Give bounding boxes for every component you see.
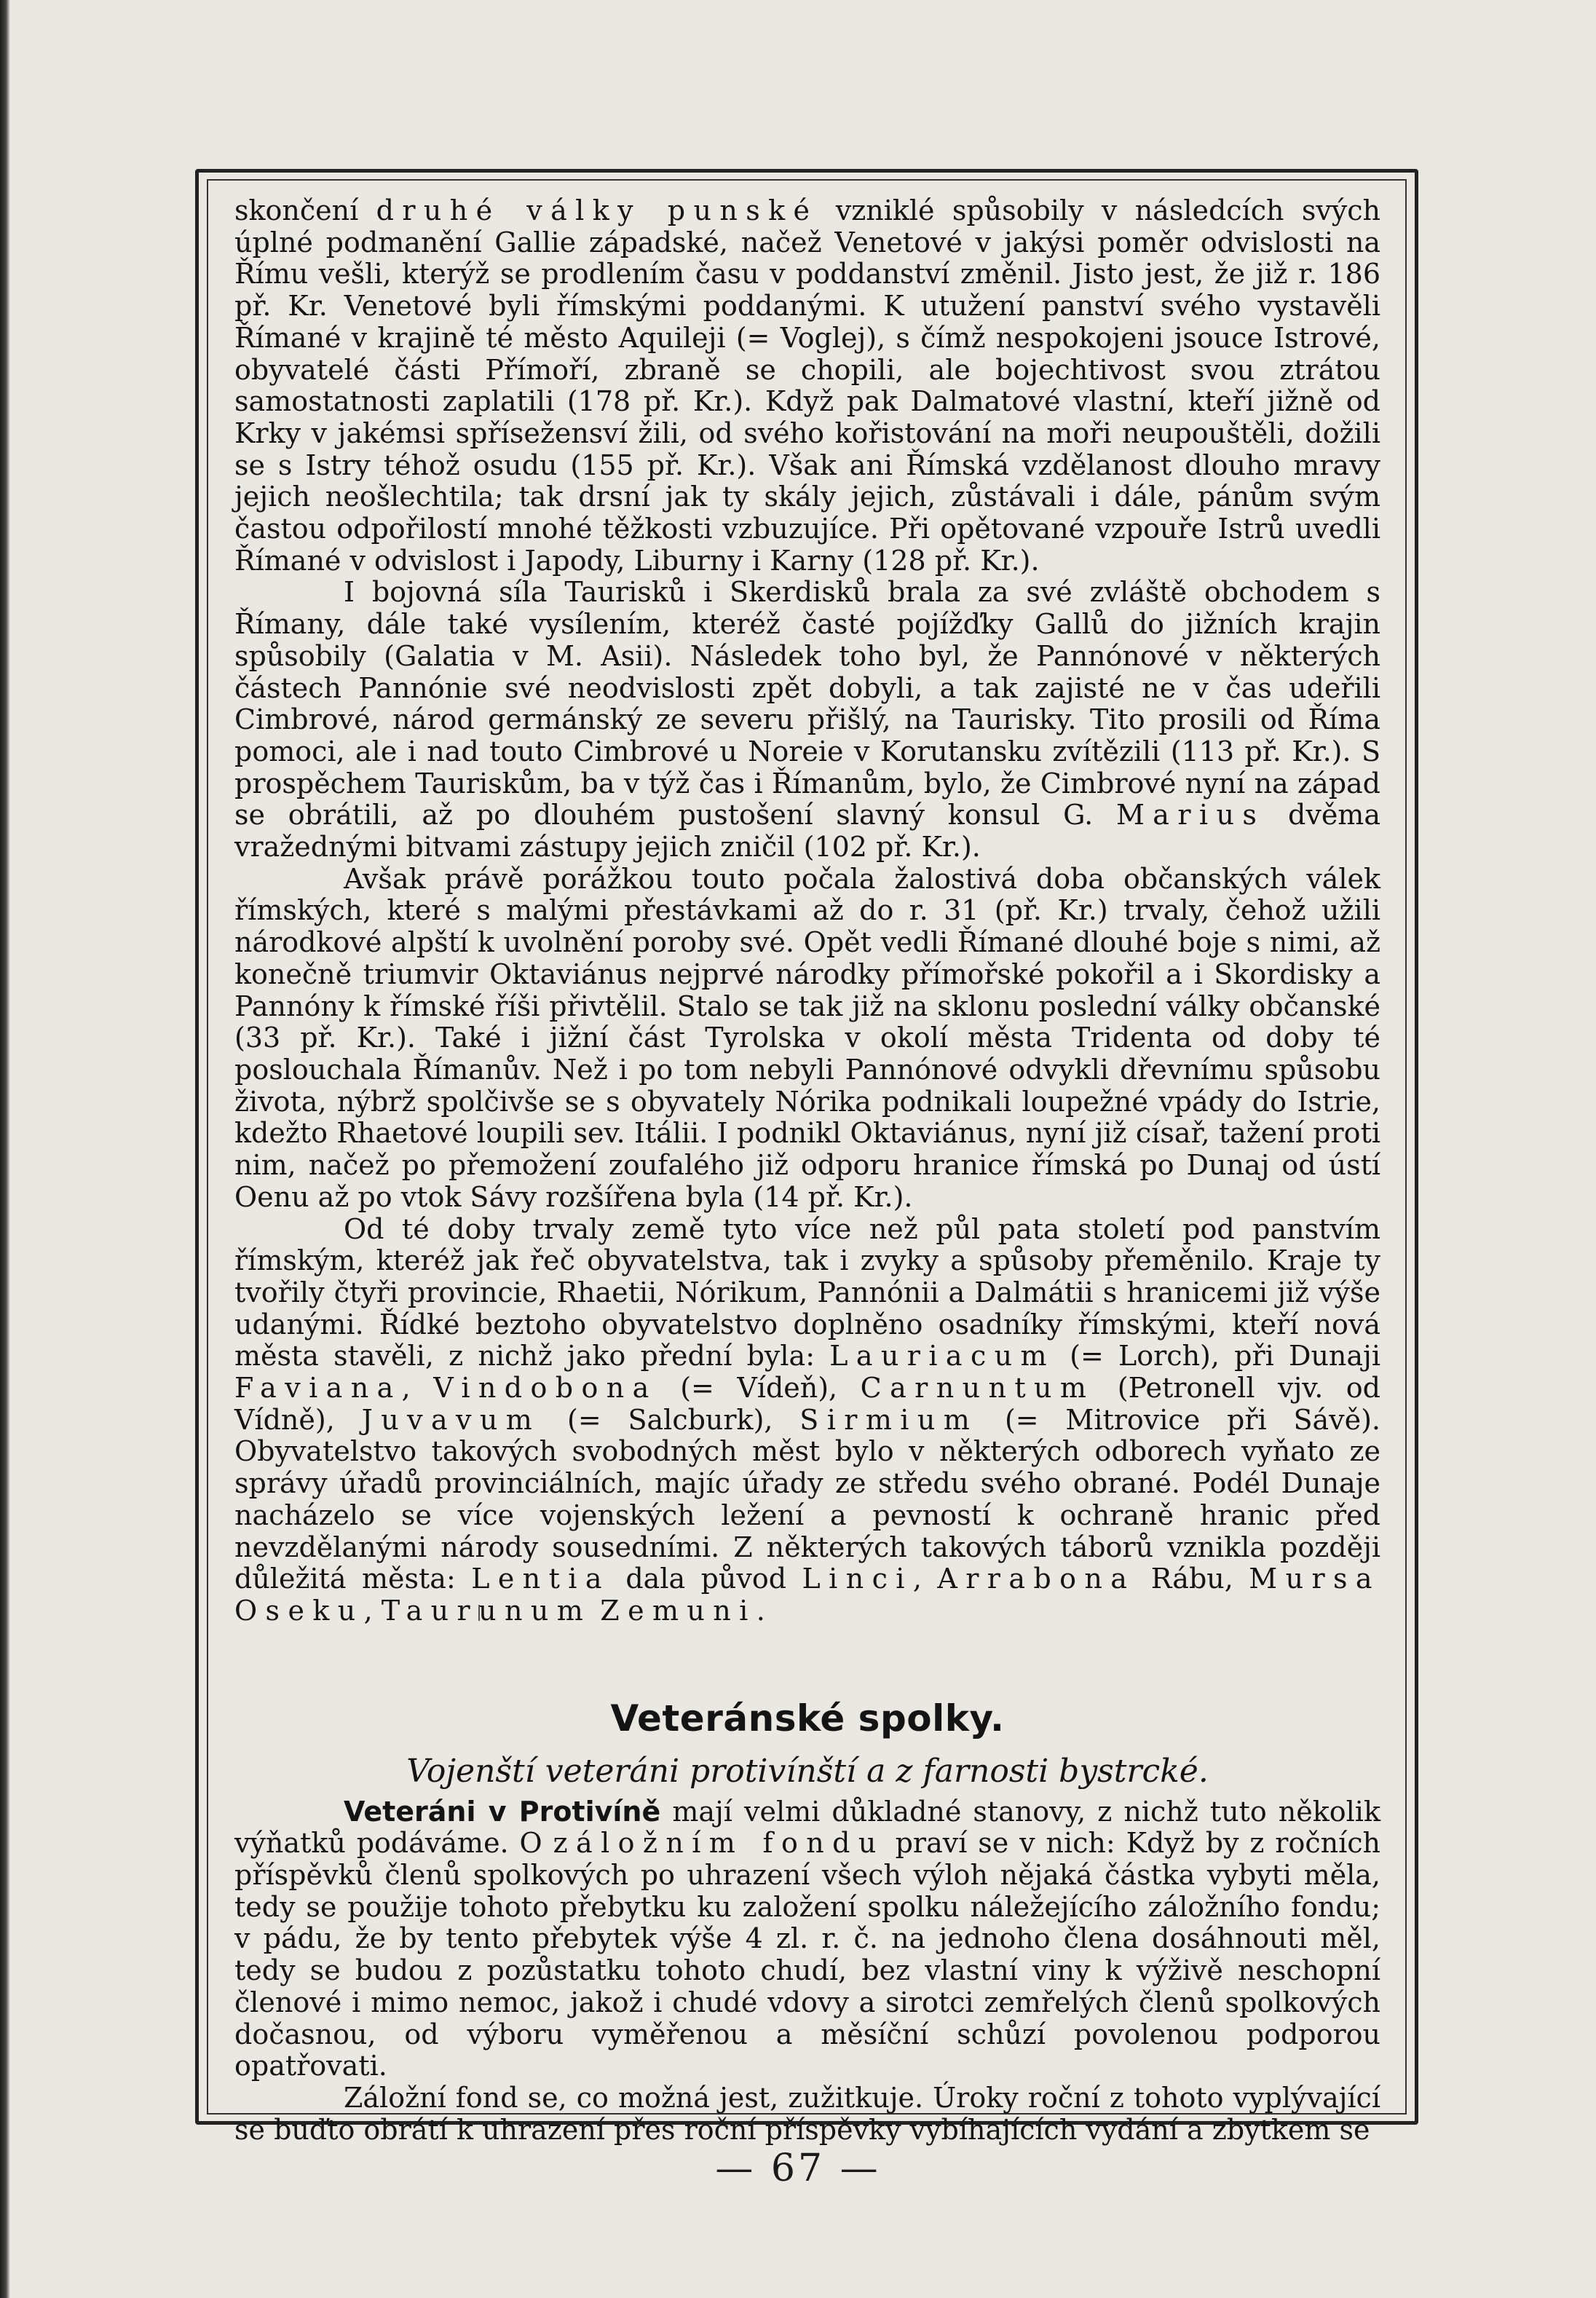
text-run: praví se v nich: Když by z ročních příspěvků členů spolkových po uhrazení všech výloh nějaká částka vybyti měla, tedy se použije tohoto přebytku ku založení spolku náležejícího záložního fondu; v pádu, že by tento přebytek výše 4 zl. r. č. na jednoho člena dosáhnouti měl, tedy se budou z pozůstatku tohoto chudí, bez vlastní viny k výživě neschopní členové i mimo nemoc, jakož i chudé vdovy a sirotci zemřelých členů spolkových dočasnou, od výboru vyměřenou a měsíční schůzí povolenou podporou opatřovati. <box>234 1827 1380 2082</box>
text-run: Rábu, <box>1135 1563 1249 1595</box>
text-run: (= Salcburk), <box>540 1403 800 1436</box>
paragraph <box>234 577 1380 863</box>
section-title: Veteránské spolky. <box>610 1697 1005 1740</box>
text-run: (Petronell vjv. od Vídně), <box>234 1372 1380 1436</box>
spaced-term: Linci <box>802 1563 913 1595</box>
text-run: (= Lorch), při Dunaji <box>1054 1340 1380 1373</box>
paragraph <box>234 195 1380 577</box>
bold-lead: Veteráni v Protivíně <box>344 1795 661 1828</box>
spaced-term: Vindobona <box>433 1372 657 1405</box>
text-run: (= Vídeň), <box>657 1372 861 1405</box>
scan-left-edge <box>0 0 10 2298</box>
spaced-term: druhé války punské <box>376 194 818 226</box>
text-run: I bojovná síla Taurisků i Skerdisků brala za své zvláště obchodem s Římany, dále také vysílením, kteréž časté pojížďky Gallů do jižních krajin spůsobily (Galatia v M. Asii). Následek toho byl, že Pannónové v některých částech Pannónie své neodvislosti zpět dobyli, a tak zajisté ne v čas udeřili Cimbrové, národ germánský ze severu přišlý, na Taurisky. Tito prosili od Říma pomoci, ale i nad touto Cimbrové u Noreie v Korutansku zvítězili (113 př. Kr.). S prospěchem Tauriskům, ba v týž čas i Římanům, bylo, že Cimbrové nyní na západ se obrátili, až po dlouhém pustošení slavný konsul G. <box>234 576 1380 832</box>
text-run: skončení <box>234 194 376 226</box>
text-run: , <box>401 1372 434 1405</box>
text-run: , <box>912 1563 938 1595</box>
spaced-term: Oseku <box>234 1594 364 1627</box>
divider-mark <box>478 1605 490 1621</box>
text-run: . <box>756 1594 765 1627</box>
spaced-term: Sirmium <box>799 1403 979 1436</box>
text-run: mají velmi důkladné stanovy, z nichž tuto několik výňatků podáváme. O <box>234 1795 1380 1860</box>
text-run: , <box>363 1594 382 1627</box>
paragraph <box>234 2082 1380 2146</box>
paragraph <box>234 864 1380 1214</box>
text-run: Záložní fond se, co možná jest, zužitkuje. Úroky roční z tohoto vyplývající se buďto obrátí k uhrazení přes roční příspěvky vybíhajících vydání a zbytkem se <box>234 2081 1380 2146</box>
text-run: Avšak právě porážkou touto počala žalostivá doba občanských válek římských, které s malými přestávkami až do r. 31 (př. Kr.) trvaly, čehož užili národkové alpští k uvolnění poroby své. Opět vedli Římané dlouhé boje s nimi, až konečně triumvir Oktaviánus nejprvé národky přímořské pokořil a i Skordisky a Pannóny k římské říši přivtělil. Stalo se tak již na sklonu poslední války občanské (33 př. Kr.). Také i jižní část Tyrolska v okolí města Tridenta od doby té poslouchala Římanův. Než i po tom nebyli Pannónové odvykli dřevnímu spůsobu života, nýbrž spolčivše se s obyvately Nórika podnikali loupežné vpády do Istrie, kdežto Rhaetové loupili sev. Itálii. I podnikl Oktaviánus, nyní již císař, tažení proti nim, načež po přemožení zoufalého již odporu hranice římská po Dunaj od ústí Oenu až po vtok Sávy rozšířena byla (14 př. Kr.). <box>234 862 1380 1213</box>
spaced-term: Mursa <box>1249 1563 1380 1595</box>
text-run <box>591 1595 600 1627</box>
spaced-term: záložním fondu <box>553 1827 885 1860</box>
veterans-text <box>234 1796 1380 2147</box>
section-subtitle: Vojenští veteráni protivínští a z farnosti bystrcké. <box>406 1752 1209 1790</box>
text-run: (= Mitrovice při Sávě). Obyvatelstvo takových svobodných měst bylo v některých odborech vyňato ze správy úřadů provinciálních, majíc úřady ze středu svého obrané. Podél Dunaje nacházelo se více vojenských ležení a pevností k ochraně hranic před nevzdělanými národy sousedními. Z některých takových táborů vznikla později důležitá města: <box>234 1403 1380 1595</box>
spaced-term: Juvavum <box>361 1403 541 1436</box>
spaced-term: Taurunum <box>381 1594 592 1627</box>
text-run: vzniklé spůsobily v následcích svých úplné podmanění Gallie západské, načež Venetové v jakýsi poměr odvislosti na Římu vešli, kterýž se prodlením času v poddanství změnil. Jisto jest, že již r. 186 př. Kr. Venetové byli římskými poddanými. K utužení panství svého vystavěli Římané v krajině té město Aquileji (= Voglej), s čímž nespokojeni jsouce Istrové, obyvatelé části Přímoří, zbraně se chopili, ale bojechtivost svou ztrátou samostatnosti zaplatili (178 př. Kr.). Když pak Dalmatové vlastní, kteří jižně od Krky v jakémsi spřísežensví žili, od svého kořistování na moři neupouštěli, dožili se s Istry téhož osudu (155 př. Kr.). Však ani Římská vzdělanost dlouho mravy jejich neošlechtila; tak drsní jak ty skály jejich, zůstávali i dále, pánům svým častou odpořilostí mnohé těžkosti vzbuzujíce. Při opětované vzpouře Istrů uvedli Římané v odvislost i Japody, Liburny i Karny (128 př. Kr.). <box>234 194 1381 577</box>
spaced-term: Faviana <box>234 1372 402 1405</box>
text-run: dvěma vražednými bitvami zástupy jejich zničil (102 př. Kr.). <box>234 799 1380 864</box>
paragraph <box>234 1796 1380 2082</box>
spaced-term: Lauriacum <box>829 1340 1055 1373</box>
text-run: Od té doby trvaly země tyto více než půl pata století pod panstvím římským, kteréž jak řeč obyvatelstva, tak i zvyky a spůsoby přeměnilo. Kraje ty tvořily čtyři provincie, Rhaetii, Nórikum, Pannónii a Dalmátii s hranicemi již výše udanými. Řídké beztoho obyvatelstvo doplněno osadníky římskými, kteří nová města stavěli, z nichž jako přední byla: <box>234 1212 1380 1373</box>
historical-text <box>234 195 1380 1627</box>
page-content <box>234 194 1381 2146</box>
spaced-term: Marius <box>1115 799 1265 832</box>
spaced-term: Arrabona <box>937 1563 1136 1595</box>
spaced-term: Zemuni <box>600 1594 756 1627</box>
paragraph <box>234 1214 1380 1627</box>
spaced-term: Lentia <box>471 1563 610 1595</box>
spaced-term: Carnuntum <box>860 1372 1095 1405</box>
text-run: dala původ <box>609 1563 802 1595</box>
page-number: — 67 — <box>715 2147 881 2190</box>
